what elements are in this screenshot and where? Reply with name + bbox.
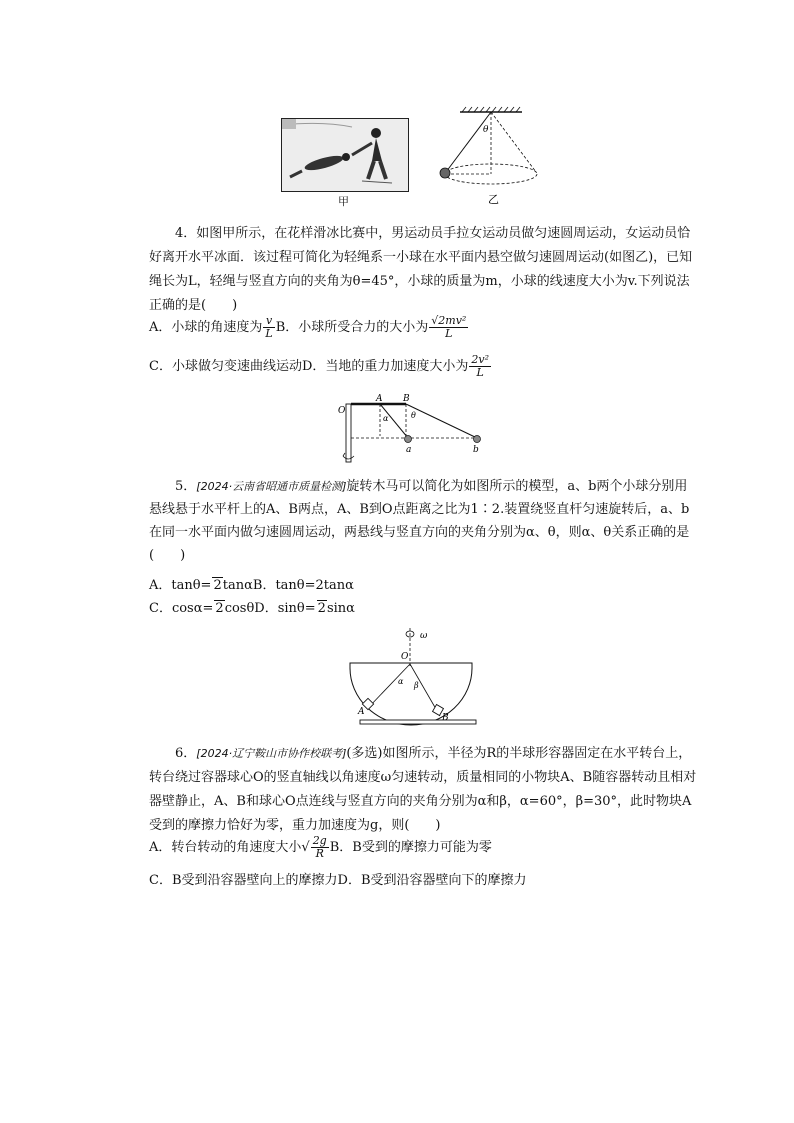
question-4-number: 4． — [175, 226, 197, 241]
q5-option-c-pre: C．cosα= — [149, 601, 214, 616]
question-5-stem — [149, 475, 697, 567]
q5-option-a-pre: A．tanθ= — [149, 578, 212, 593]
figure-label-yi: 乙 — [488, 193, 499, 204]
question-5-number: 5． — [175, 479, 197, 494]
question-5-text: 旋转木马可以简化为如图所示的模型，a、b两个小球分别用悬线悬于水平杆上的A、B两点，A、B到O点距离之比为1∶2.装置绕竖直杆匀速旋转后，a、b在同一水平面内做匀速圆周运动，两悬线与竖直方向的夹角分别为α、θ，则α、θ关系正确的是( ) — [149, 479, 690, 563]
q5-option-a-root: 2 — [213, 578, 222, 593]
q5-option-c-post: cosθ — [224, 601, 255, 616]
carousel-model-diagram — [336, 390, 496, 464]
question-6-text: (多选)如图所示，半径为R的半球形容器固定在水平转台上，转台绕过容器球心O的竖直轴线以角速度ω匀速转动，质量相同的小物块A、B随容器转动且相对器壁静止，A、B和球心O点连线与竖直方向的夹角分别为α和β，α=60°，β=30°，此时物块A受到的摩擦力恰好为零，重力加速度为g，则( ) — [149, 746, 697, 833]
svg-text:B: B — [403, 394, 410, 404]
svg-text:a: a — [406, 445, 412, 455]
q4-option-a-fraction: $\frac{v}{L}$ — [265, 314, 273, 340]
svg-text:ω: ω — [420, 631, 428, 641]
svg-text:α: α — [383, 414, 389, 423]
question-4-options-ab — [149, 313, 469, 343]
q6-option-d: D．B受到沿容器壁向下的摩擦力 — [337, 873, 527, 888]
svg-text:A: A — [376, 394, 383, 404]
question-4-stem — [149, 222, 697, 318]
question-6-options-ab: A．转台转动的角速度大小√ $\frac{2g}{R}$ B．B受到的摩擦力可能为零 — [149, 834, 492, 860]
q4-option-b-fraction: $\frac{\text{√2mv²}}{L}$ — [431, 314, 467, 340]
question-5-options-cd — [149, 597, 355, 616]
svg-text:A: A — [358, 707, 365, 717]
question-6-stem — [149, 742, 697, 838]
question-5-source: [2024·云南省昭通市质量检测] — [196, 480, 347, 493]
q4-option-a-text: A．小球的角速度为 — [149, 320, 263, 335]
svg-text:O: O — [401, 652, 409, 662]
svg-text:B: B — [442, 713, 449, 723]
q4-option-d-text: D．当地的重力加速度大小为 — [301, 359, 469, 374]
q5-option-d-pre: D．sinθ= — [254, 601, 316, 616]
conical-pendulum-diagram — [432, 104, 552, 204]
svg-text:θ: θ — [411, 411, 416, 420]
hemisphere-bowl-diagram — [344, 624, 484, 730]
q5-option-d-post: sinα — [326, 601, 355, 616]
svg-text:α: α — [398, 677, 404, 686]
q6-option-a-text: A．转台转动的角速度大小 — [149, 840, 302, 855]
q4-option-b-text: B．小球所受合力的大小为 — [275, 320, 429, 335]
svg-text:b: b — [473, 445, 479, 455]
q5-option-c-root: 2 — [215, 601, 224, 616]
q6-option-b: B．B受到的摩擦力可能为零 — [329, 840, 492, 855]
q5-option-b: B．tanθ=2tanα — [252, 578, 354, 593]
svg-text:β: β — [414, 681, 419, 690]
q6-option-a-fraction: $\frac{2g}{R}$ — [312, 834, 327, 860]
question-6-number: 6． — [175, 746, 197, 761]
q5-option-a-post: tanα — [222, 578, 253, 593]
question-6-source: [2024·辽宁鞍山市协作校联考] — [196, 747, 347, 760]
q4-option-d-fraction: $\frac{\text{2v²}}{L}$ — [471, 353, 490, 379]
question-4-text: 如图甲所示，在花样滑冰比赛中，男运动员手拉女运动员做匀速圆周运动，女运动员恰好离开水平冰面．该过程可简化为轻绳系一小球在水平面内悬空做匀速圆周运动(如图乙)，已知绳长为L，轻绳与竖直方向的夹角为θ=45°，小球的质量为m，小球的线速度大小为v.下列说法正确的是( ) — [149, 226, 693, 313]
q5-option-d-root: 2 — [317, 601, 326, 616]
question-5-options-ab — [149, 574, 354, 593]
figure-skating-photo — [281, 118, 409, 192]
question-6-options-cd — [149, 869, 527, 888]
figure-label-jia: 甲 — [338, 195, 349, 208]
q4-option-c: C．小球做匀变速曲线运动 — [149, 359, 302, 374]
question-4-options-cd — [149, 352, 492, 382]
svg-text:O: O — [338, 406, 346, 416]
q6-option-c: C．B受到沿容器壁向上的摩擦力 — [149, 873, 338, 888]
theta-label: θ — [483, 125, 489, 135]
